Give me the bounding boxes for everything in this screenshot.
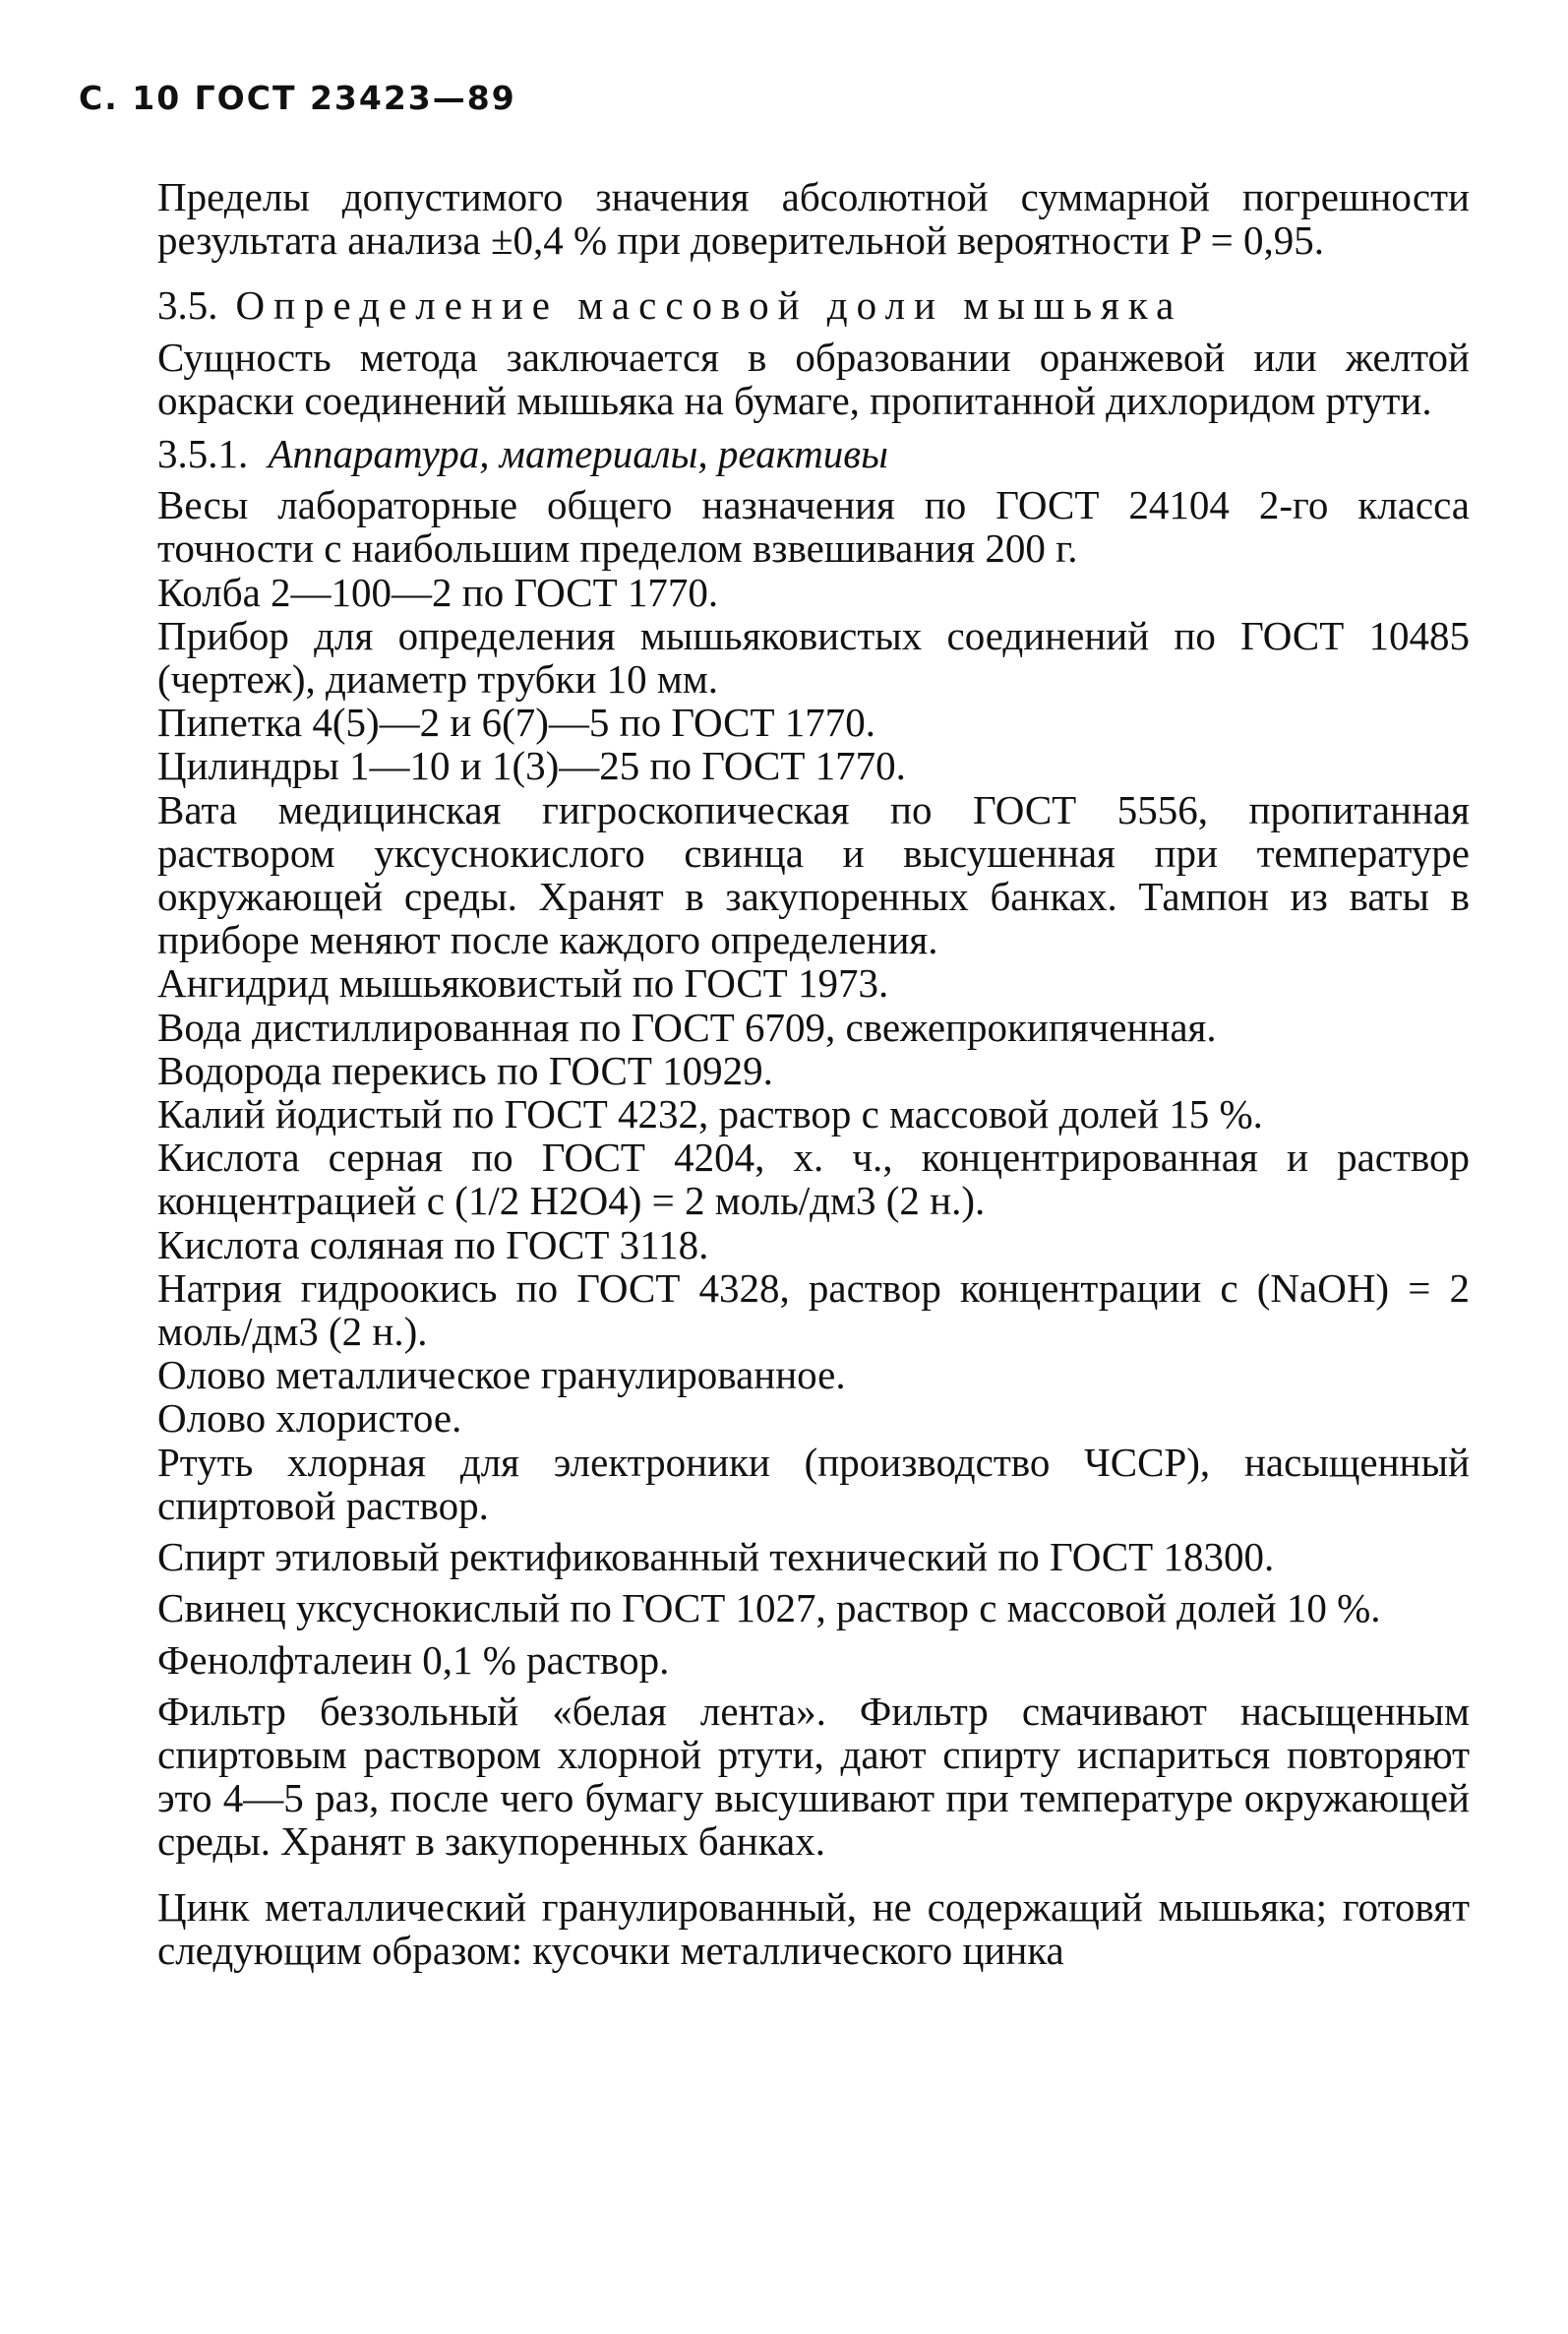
section-heading bbox=[157, 283, 1470, 327]
list-item: Пипетка 4(5)—2 и 6(7)—5 по ГОСТ 1770. bbox=[157, 700, 876, 746]
list-item: Кислота соляная по ГОСТ 3118. bbox=[157, 1221, 709, 1267]
paragraph-method-essence: Сущность метода заключается в образовании оранжевой или желтой окраски соединений мышьяка на бумаге, пропитанной дихлоридом ртути. bbox=[157, 334, 1470, 423]
list-item: Ртуть хлорная для электроники (производство ЧССР), насыщенный спиртовой раствор. bbox=[157, 1439, 1470, 1528]
list-item: Весы лабораторные общего назначения по ГОСТ 24104 2-го класса точности с наибольшим пределом взвешивания 200 г. bbox=[157, 482, 1470, 572]
list-item: Олово хлористое. bbox=[157, 1395, 462, 1442]
document-body bbox=[157, 175, 1470, 1972]
section-title: Определение массовой доли мышьяка bbox=[235, 282, 1183, 329]
list-item: Прибор для определения мышьяковистых соединений по ГОСТ 10485 (чертеж), диаметр трубки 10 мм. bbox=[157, 612, 1470, 703]
list-item: Натрия гидроокись по ГОСТ 4328, раствор концентрации c (NaOH) = 2 моль/дм3 (2 н.). bbox=[157, 1264, 1470, 1355]
page-header: С. 10 ГОСТ 23423—89 bbox=[79, 79, 516, 117]
paragraph-accuracy: Пределы допустимого значения абсолютной суммарной погрешности результата анализа ±0,4 % при доверительной вероятности P = 0,95. bbox=[157, 174, 1470, 264]
list-item: Вода дистиллированная по ГОСТ 6709, свежепрокипяченная. bbox=[157, 1004, 1217, 1050]
list-item: Кислота серная по ГОСТ 4204, х. ч., концентрированная и раствор концентрацией c (1/2 H2O4) = 2 моль/дм3 (2 н.). bbox=[157, 1135, 1470, 1224]
list-item: Калий йодистый по ГОСТ 4232, раствор с массовой долей 15 %. bbox=[157, 1091, 1263, 1137]
list-item: Цинк металлический гранулированный, не содержащий мышьяка; готовят следующим образом: кусочки металлического цинка bbox=[157, 1883, 1470, 1973]
list-item: Спирт этиловый ректификованный технический по ГОСТ 18300. bbox=[157, 1534, 1275, 1580]
list-item: Вата медицинская гигроскопическая по ГОСТ 5556, пропитанная раствором уксуснокислого свинца и высушенная при температуре окружающей среды. Хранят в закупоренных банках. Тампон из ваты в приборе меняют после каждого определения. bbox=[157, 786, 1470, 963]
subsection-number: 3.5.1. bbox=[157, 431, 249, 477]
subsection-heading bbox=[157, 432, 1470, 475]
list-item: Фенолфталеин 0,1 % раствор. bbox=[157, 1636, 670, 1683]
list-item: Водорода перекись по ГОСТ 10929. bbox=[157, 1047, 773, 1093]
list-item: Ангидрид мышьяковистый по ГОСТ 1973. bbox=[157, 960, 889, 1007]
list-item: Олово металлическое гранулированное. bbox=[157, 1352, 846, 1398]
list-item: Фильтр беззольный «белая лента». Фильтр смачивают насыщенным спиртовым раствором хлорной ртути, дают спирту испариться повторяют это 4—5 раз, после чего бумагу высушивают при температуре окружающей среды. Хранят в закупоренных банках. bbox=[157, 1688, 1470, 1865]
list-item: Цилиндры 1—10 и 1(3)—25 по ГОСТ 1770. bbox=[157, 743, 906, 789]
subsection-title: Аппаратура, материалы, реактивы bbox=[268, 431, 888, 477]
section-number: 3.5. bbox=[157, 282, 218, 329]
list-item: Колба 2—100—2 по ГОСТ 1770. bbox=[157, 569, 719, 615]
list-item: Свинец уксуснокислый по ГОСТ 1027, раствор с массовой долей 10 %. bbox=[157, 1585, 1381, 1631]
